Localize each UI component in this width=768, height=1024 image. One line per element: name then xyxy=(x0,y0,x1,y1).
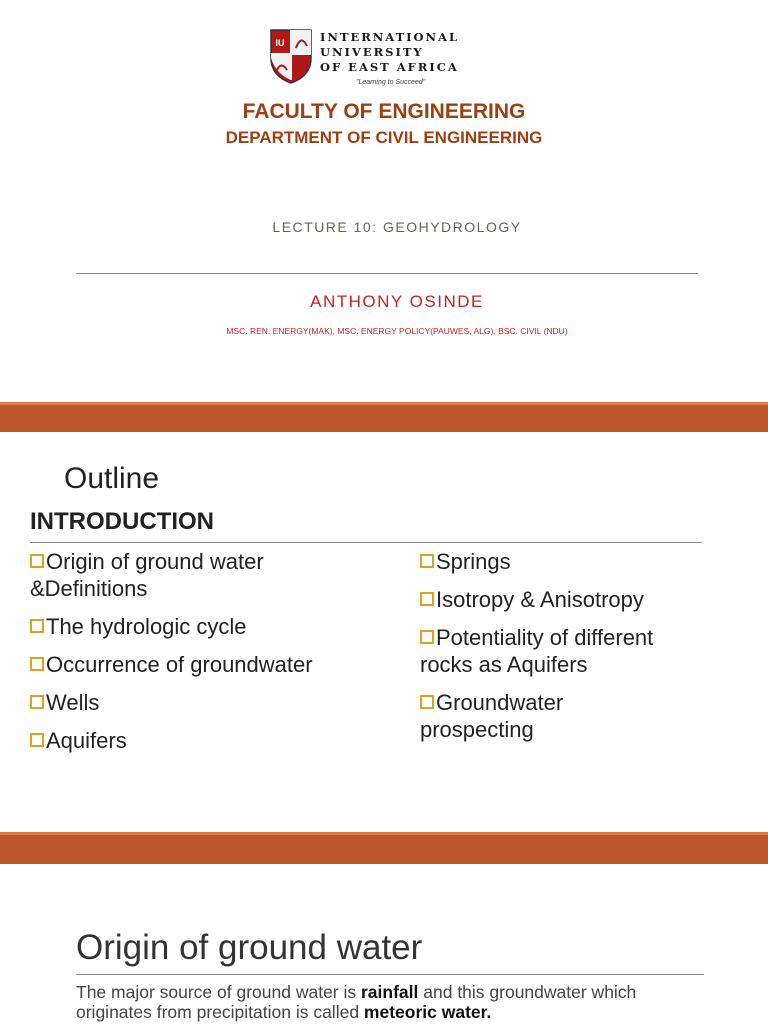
checkbox-bullet-icon xyxy=(420,695,434,709)
outline-list-left xyxy=(30,548,410,765)
checkbox-bullet-icon xyxy=(420,592,434,606)
list-item: Potentiality of different rocks as Aquifers xyxy=(420,625,654,677)
checkbox-bullet-icon xyxy=(30,695,44,709)
title-slide xyxy=(0,0,768,402)
list-item: Occurrence of groundwater xyxy=(30,651,410,678)
checkbox-bullet-icon xyxy=(30,657,44,671)
shield-icon xyxy=(268,26,314,84)
checkbox-bullet-icon xyxy=(30,554,44,568)
bold-term-rainfall: rainfall xyxy=(361,982,419,1002)
author-name: ANTHONY OSINDE xyxy=(310,292,484,311)
shield-text-top: IU xyxy=(275,38,285,48)
list-item: Wells xyxy=(30,689,410,716)
origin-divider-line xyxy=(76,974,704,975)
list-item: Springs xyxy=(420,548,760,575)
outline-slide xyxy=(0,432,768,832)
university-logo xyxy=(268,26,478,90)
checkbox-bullet-icon xyxy=(420,630,434,644)
checkbox-bullet-icon xyxy=(30,619,44,633)
slide-divider xyxy=(0,832,768,864)
list-item: Aquifers xyxy=(30,727,410,754)
bold-term-meteoric-water: meteoric water. xyxy=(363,1002,492,1022)
list-item: The hydrologic cycle xyxy=(30,613,410,640)
university-name-line-3: OF EAST AFRICA xyxy=(320,60,459,74)
author-credentials: MSC. REN. ENERGY(MAK), MSC. ENERGY POLICY(PAUWES, ALG), BSC. CIVIL (NDU) xyxy=(226,326,568,336)
slide-divider xyxy=(0,402,768,432)
origin-title: Origin of ground water xyxy=(76,928,423,967)
department-title: DEPARTMENT OF CIVIL ENGINEERING xyxy=(225,128,543,147)
university-motto: "Learning to Succeed" xyxy=(356,79,426,86)
university-name-line-2: UNIVERSITY xyxy=(320,45,424,59)
outline-divider-line xyxy=(30,542,702,543)
shield-text-bottom: EA xyxy=(294,62,308,72)
list-item: Origin of ground water &Definitions xyxy=(30,549,264,601)
lecture-title: LECTURE 10: GEOHYDROLOGY xyxy=(272,219,522,235)
checkbox-bullet-icon xyxy=(30,733,44,747)
outline-list-right xyxy=(420,548,760,754)
origin-slide xyxy=(0,864,768,1024)
checkbox-bullet-icon xyxy=(420,554,434,568)
university-name-line-1: INTERNATIONAL xyxy=(320,30,460,44)
introduction-heading: INTRODUCTION xyxy=(30,508,214,535)
university-name xyxy=(320,30,459,75)
list-item: Groundwater prospecting xyxy=(420,690,564,742)
title-divider-line xyxy=(76,273,698,274)
outline-title: Outline xyxy=(64,462,160,495)
origin-paragraph: The major source of ground water is rainfall and this groundwater which originates from precipitation is called meteoric water. xyxy=(76,982,637,1022)
list-item: Isotropy & Anisotropy xyxy=(420,586,760,613)
faculty-title: FACULTY OF ENGINEERING xyxy=(242,100,526,123)
